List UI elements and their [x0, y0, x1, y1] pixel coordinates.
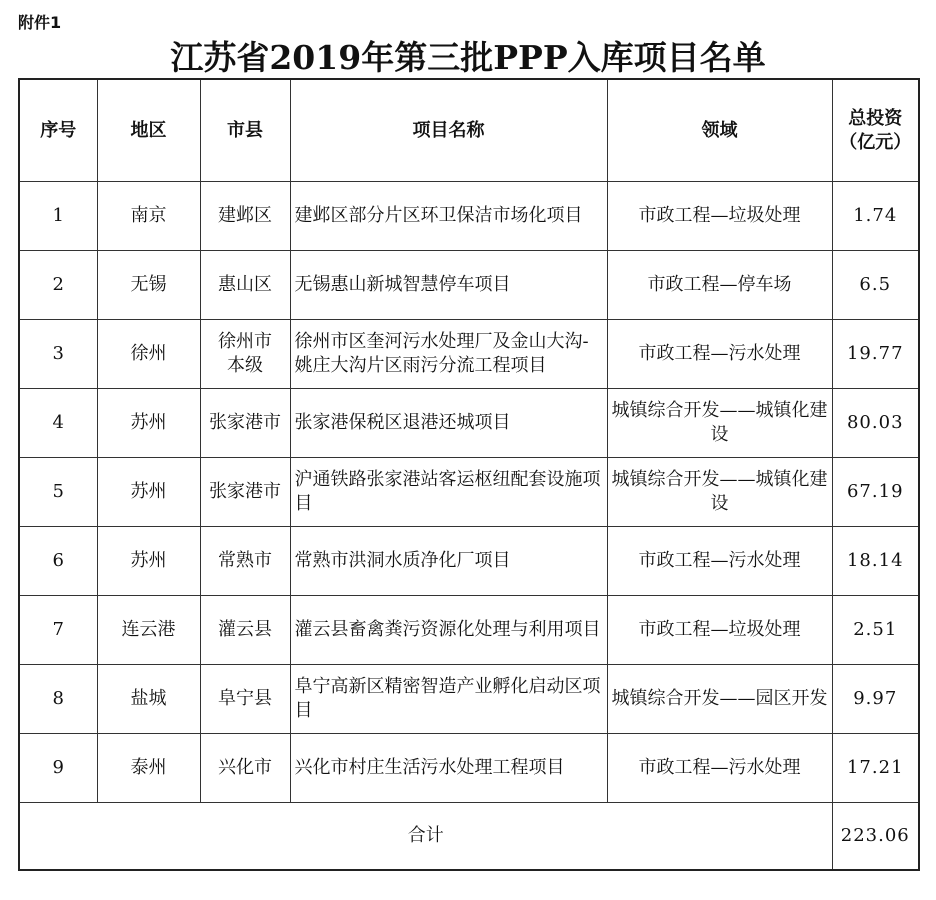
cell-investment: 19.77: [832, 320, 919, 389]
cell-investment: 17.21: [832, 734, 919, 803]
cell-investment: 18.14: [832, 527, 919, 596]
cell-region: 苏州: [97, 458, 200, 527]
cell-county: 灌云县: [200, 596, 290, 665]
cell-seq: 6: [19, 527, 97, 596]
cell-investment: 2.51: [832, 596, 919, 665]
header-region: 地区: [97, 79, 200, 182]
table-row: [19, 734, 919, 803]
header-seq: 序号: [19, 79, 97, 182]
table-row: [19, 527, 919, 596]
attachment-label: 附件1: [18, 13, 62, 32]
cell-seq: 4: [19, 389, 97, 458]
cell-investment: 1.74: [832, 182, 919, 251]
cell-field: 市政工程—污水处理: [607, 320, 832, 389]
cell-field: 市政工程—污水处理: [607, 734, 832, 803]
header-investment-line2: （亿元）: [839, 131, 912, 153]
cell-county: 张家港市: [200, 389, 290, 458]
table-row: [19, 458, 919, 527]
table-row: [19, 596, 919, 665]
cell-field: 市政工程—垃圾处理: [607, 182, 832, 251]
cell-county: 张家港市: [200, 458, 290, 527]
cell-field: 城镇综合开发——城镇化建设: [607, 389, 832, 458]
cell-project: 兴化市村庄生活污水处理工程项目: [290, 734, 607, 803]
cell-county: 徐州市本级: [200, 320, 290, 389]
cell-project: 阜宁高新区精密智造产业孵化启动区项目: [290, 665, 607, 734]
cell-field: 市政工程—污水处理: [607, 527, 832, 596]
cell-field: 市政工程—停车场: [607, 251, 832, 320]
cell-region: 无锡: [97, 251, 200, 320]
cell-seq: 7: [19, 596, 97, 665]
cell-region: 苏州: [97, 527, 200, 596]
cell-county: 常熟市: [200, 527, 290, 596]
table-header-row: [19, 79, 919, 182]
cell-region: 苏州: [97, 389, 200, 458]
project-table: [18, 78, 920, 871]
cell-seq: 8: [19, 665, 97, 734]
page-title: 江苏省2019年第三批PPP入库项目名单: [170, 38, 766, 77]
cell-region: 徐州: [97, 320, 200, 389]
header-investment-line1: 总投资: [848, 107, 903, 129]
cell-seq: 9: [19, 734, 97, 803]
table-row: [19, 665, 919, 734]
cell-region: 南京: [97, 182, 200, 251]
header-project: 项目名称: [290, 79, 607, 182]
cell-investment: 67.19: [832, 458, 919, 527]
cell-project: 无锡惠山新城智慧停车项目: [290, 251, 607, 320]
cell-field: 城镇综合开发——城镇化建设: [607, 458, 832, 527]
cell-region: 盐城: [97, 665, 200, 734]
cell-project: 沪通铁路张家港站客运枢纽配套设施项目: [290, 458, 607, 527]
header-field: 领域: [607, 79, 832, 182]
total-value: 223.06: [832, 803, 919, 871]
cell-region: 泰州: [97, 734, 200, 803]
table-row: [19, 251, 919, 320]
cell-field: 市政工程—垃圾处理: [607, 596, 832, 665]
total-row: [19, 803, 919, 871]
cell-investment: 6.5: [832, 251, 919, 320]
cell-project: 建邺区部分片区环卫保洁市场化项目: [290, 182, 607, 251]
table-row: [19, 389, 919, 458]
cell-project: 徐州市区奎河污水处理厂及金山大沟-姚庄大沟片区雨污分流工程项目: [290, 320, 607, 389]
cell-county: 惠山区: [200, 251, 290, 320]
cell-county: 阜宁县: [200, 665, 290, 734]
cell-county: 建邺区: [200, 182, 290, 251]
header-county: 市县: [200, 79, 290, 182]
cell-seq: 1: [19, 182, 97, 251]
cell-investment: 9.97: [832, 665, 919, 734]
cell-region: 连云港: [97, 596, 200, 665]
cell-seq: 2: [19, 251, 97, 320]
cell-investment: 80.03: [832, 389, 919, 458]
header-investment: [832, 79, 919, 182]
total-label: 合计: [19, 803, 832, 871]
cell-project: 灌云县畜禽粪污资源化处理与利用项目: [290, 596, 607, 665]
table-row: [19, 182, 919, 251]
cell-county: 兴化市: [200, 734, 290, 803]
cell-project: 张家港保税区退港还城项目: [290, 389, 607, 458]
cell-project: 常熟市洪洞水质净化厂项目: [290, 527, 607, 596]
cell-seq: 3: [19, 320, 97, 389]
table-row: [19, 320, 919, 389]
cell-seq: 5: [19, 458, 97, 527]
cell-field: 城镇综合开发——园区开发: [607, 665, 832, 734]
